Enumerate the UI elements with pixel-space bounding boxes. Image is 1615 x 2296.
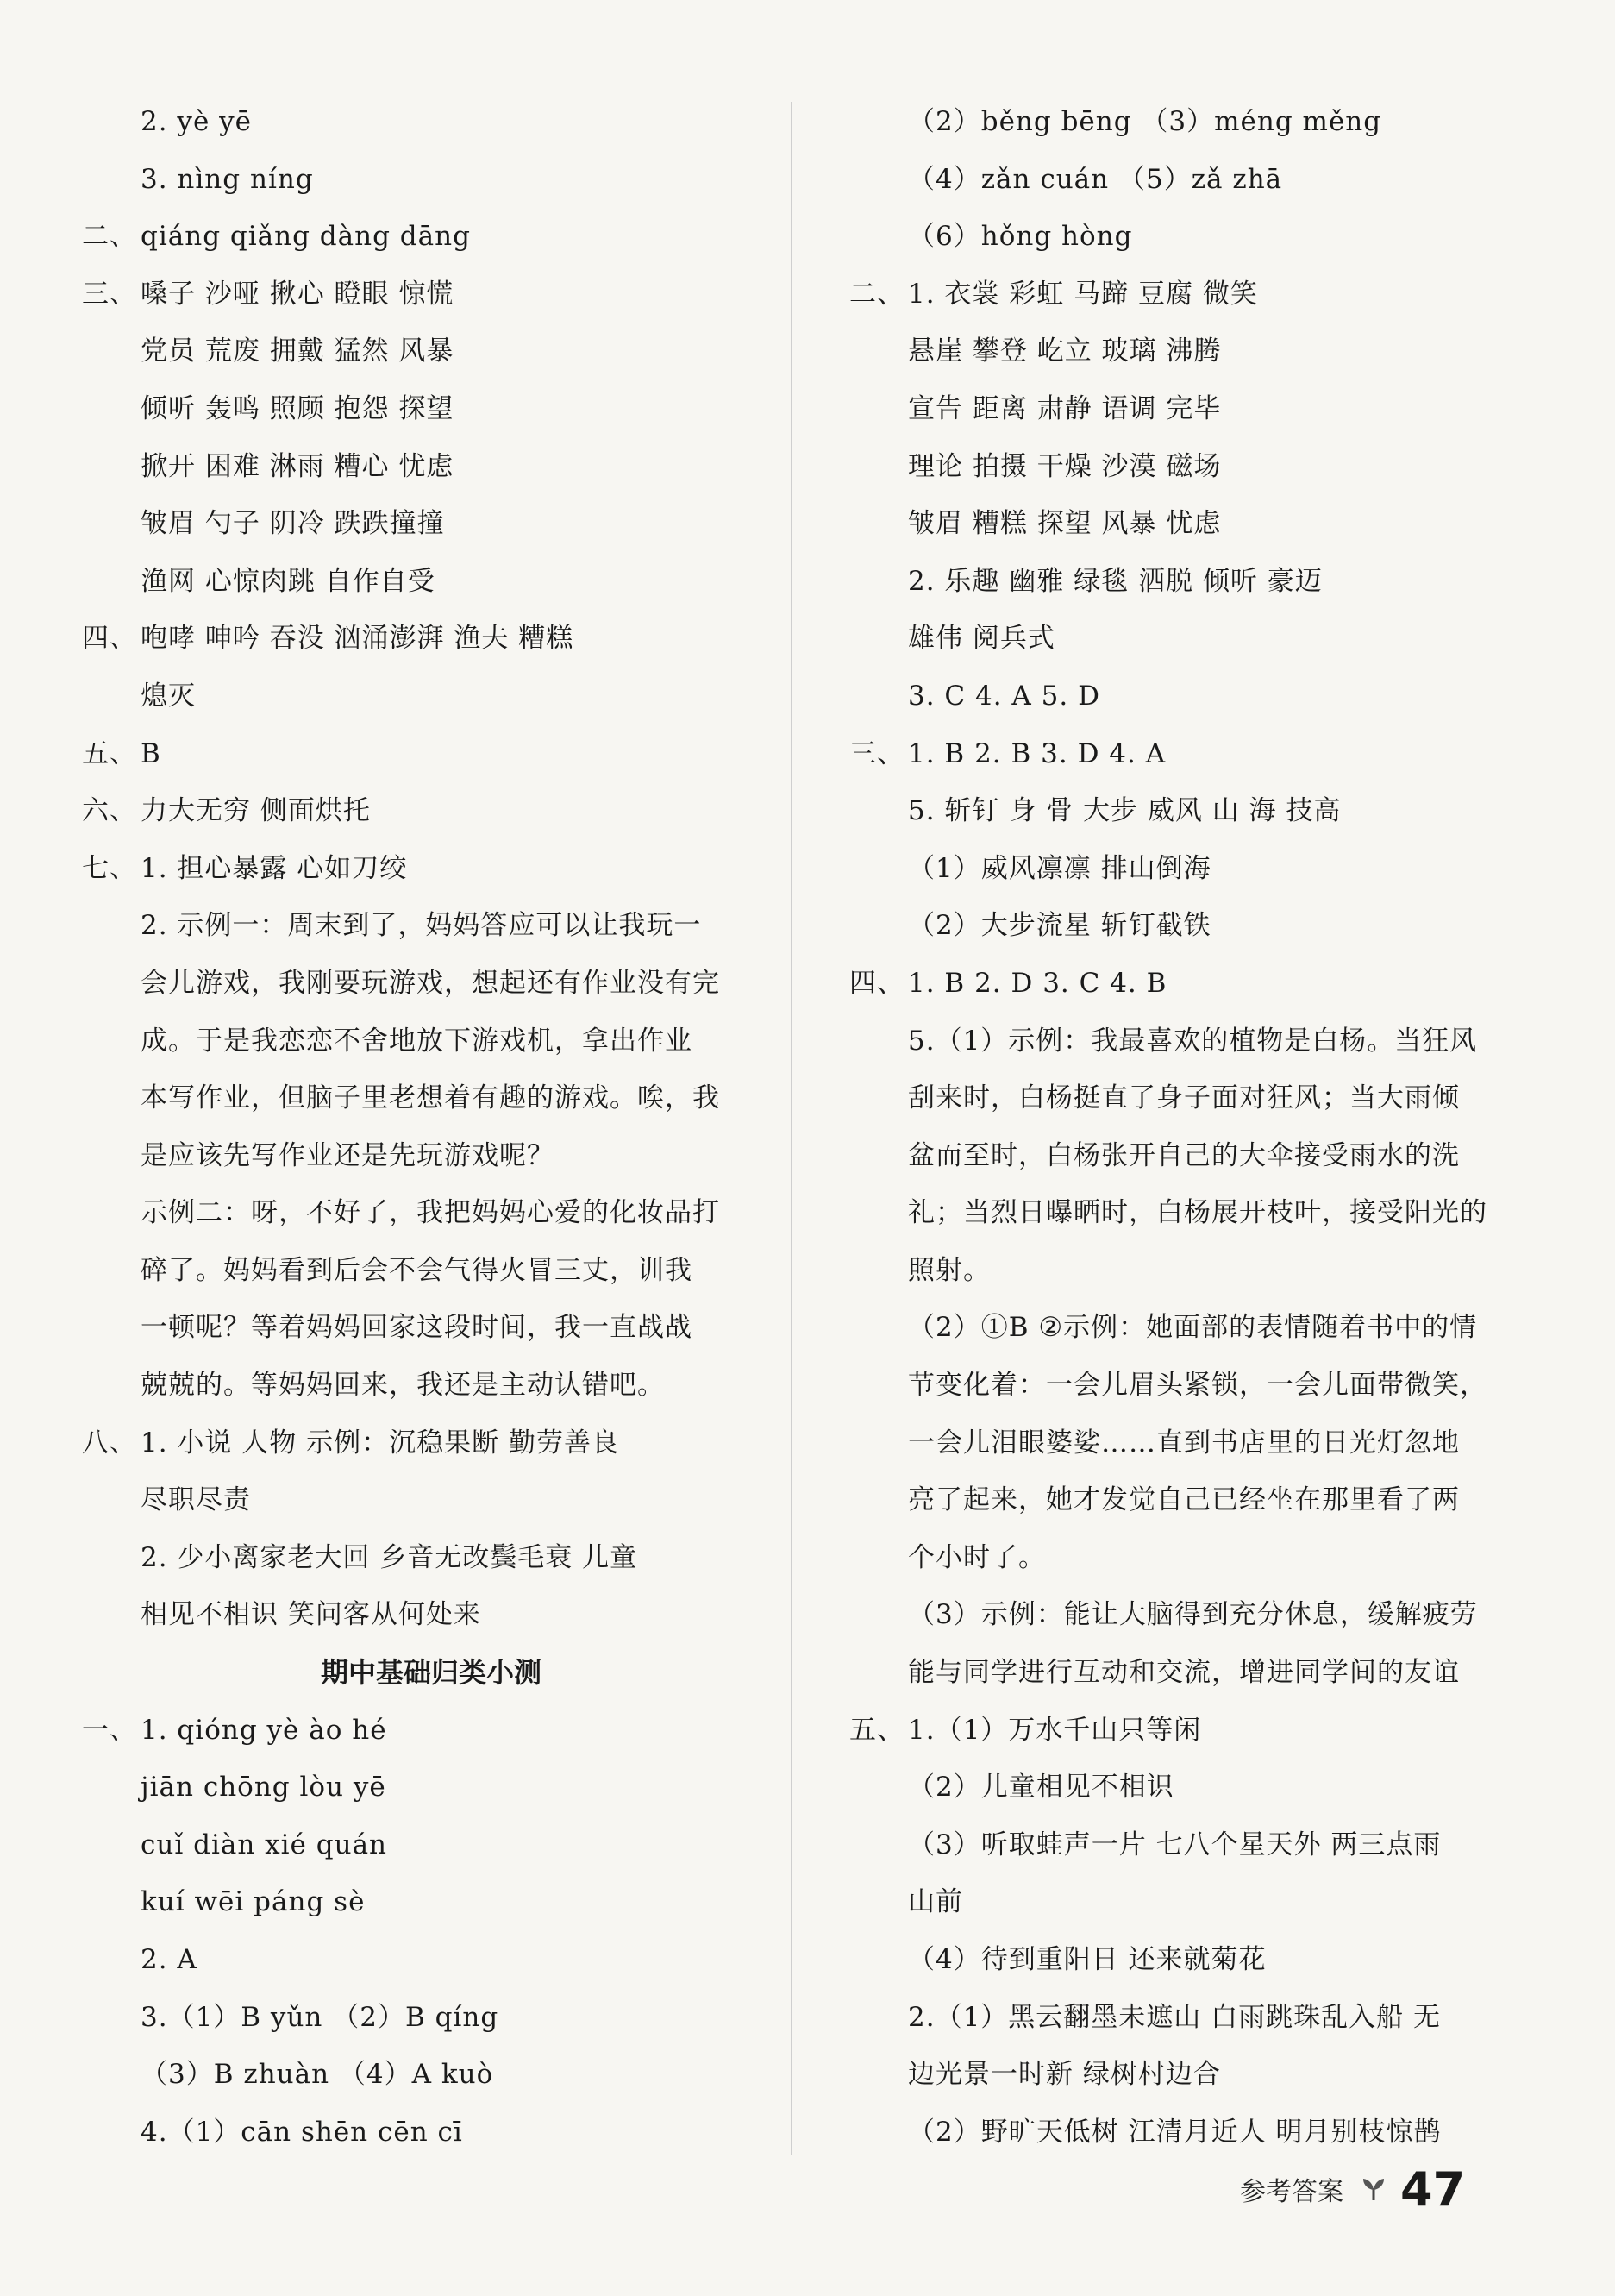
answer-text: 倾听 轰鸣 照顾 抱怨 探望 [141, 392, 454, 424]
page-number: 47 [1400, 2161, 1466, 2217]
answer-line [849, 1415, 1505, 1472]
answer-text: 1. qióng yè ào hé [141, 1714, 387, 1746]
answer-line [82, 1471, 780, 1529]
answer-line [82, 1184, 780, 1242]
answer-text: 能与同学进行互动和交流，增进同学间的友谊 [908, 1657, 1460, 1689]
answer-line [849, 1127, 1505, 1185]
answer-line [82, 1357, 780, 1415]
answer-text: 掀开 困难 淋雨 糟心 忧虑 [141, 450, 454, 482]
answer-line [849, 151, 1505, 209]
answer-text: 会儿游戏，我刚要玩游戏，想起还有作业没有完 [141, 967, 720, 999]
answer-text: 1. 衣裳 彩虹 马蹄 豆腐 微笑 [908, 278, 1258, 310]
page-footer [1240, 2155, 1465, 2224]
answer-text: （4）待到重阳日 还来就菊花 [908, 1944, 1267, 1975]
answer-line [849, 1184, 1505, 1242]
answer-text: （2）大步流星 斩钉截铁 [908, 910, 1211, 942]
answer-line [849, 1357, 1505, 1415]
answer-text: （3）B zhuàn （4）A kuò [141, 2059, 494, 2091]
footer-label: 参考答案 [1240, 2177, 1343, 2207]
answer-text: （3）听取蛙声一片 七八个星天外 两三点雨 [908, 1829, 1442, 1860]
answer-line [82, 782, 780, 840]
question-number: 五、 [849, 1714, 905, 1746]
answer-text: 一顿呢？等着妈妈回家这段时间，我一直战战 [141, 1312, 692, 1344]
answer-line [82, 266, 780, 323]
answer-text: 示例二：呀，不好了，我把妈妈心爱的化妆品打 [141, 1197, 720, 1229]
answer-line [82, 1529, 780, 1587]
answer-line [82, 208, 780, 266]
answer-line [82, 1415, 780, 1472]
answer-text: 边光景一时新 绿树村边合 [908, 2059, 1221, 2091]
answer-line [849, 1989, 1505, 2047]
answer-line [82, 1816, 780, 1874]
answer-text: （2）①B ②示例：她面部的表情随着书中的情 [908, 1312, 1478, 1344]
answer-text: （2）běng bēng （3）méng měng [908, 106, 1382, 137]
answer-line [849, 668, 1505, 725]
answer-text: 2. 示例一：周末到了，妈妈答应可以让我玩一 [141, 910, 702, 942]
answer-text: （3）示例：能让大脑得到充分休息，缓解疲劳 [908, 1599, 1478, 1631]
answer-line [82, 725, 780, 783]
answer-text: 2. 乐趣 幽雅 绿毯 洒脱 倾听 豪迈 [908, 565, 1323, 597]
question-number: 三、 [849, 737, 905, 769]
answer-line [82, 897, 780, 955]
answer-text: cuǐ diàn xié quán [141, 1829, 388, 1860]
answer-line [82, 553, 780, 611]
question-number: 五、 [82, 737, 137, 769]
answer-text: 宣告 距离 肃静 语调 完毕 [908, 392, 1222, 424]
answer-line [82, 1702, 780, 1760]
answer-text: 亮了起来，她才发觉自己已经坐在那里看了两 [908, 1484, 1460, 1516]
question-number: 七、 [82, 852, 137, 884]
answer-line [82, 1759, 780, 1816]
answer-text: 2. 少小离家老大回 乡音无改鬓毛衰 儿童 [141, 1541, 638, 1573]
answer-line [849, 840, 1505, 898]
answer-text: 渔网 心惊肉跳 自作自受 [141, 565, 435, 597]
answer-text: qiáng qiǎng dàng dāng [141, 221, 471, 253]
answer-text: 4.（1）cān shēn cēn cī [141, 2116, 463, 2148]
answer-line [849, 1931, 1505, 1989]
answer-text: 个小时了。 [908, 1541, 1046, 1573]
answer-text: 5.（1）示例：我最喜欢的植物是白杨。当狂风 [908, 1025, 1478, 1057]
answer-text: 3. nìng níng [141, 163, 314, 195]
answer-line [849, 438, 1505, 496]
answer-line [849, 1013, 1505, 1070]
answer-line [82, 1013, 780, 1070]
answer-line [849, 955, 1505, 1013]
answer-line [849, 2046, 1505, 2104]
answer-text: 山前 [908, 1886, 963, 1918]
column-divider [791, 102, 792, 2155]
answer-text: 皱眉 糟糕 探望 风暴 忧虑 [908, 508, 1222, 540]
answer-text: 照射。 [908, 1254, 991, 1286]
answer-line [849, 553, 1505, 611]
answer-line [849, 1644, 1505, 1702]
answer-text: 1.（1）万水千山只等闲 [908, 1714, 1202, 1746]
answer-text: 兢兢的。等妈妈回来，我还是主动认错吧。 [141, 1370, 665, 1402]
answer-line [849, 1529, 1505, 1587]
answer-text: 礼；当烈日曝晒时，白杨展开枝叶，接受阳光的 [908, 1197, 1487, 1229]
answer-text: 熄灭 [141, 680, 196, 712]
answer-text: 节变化着：一会儿眉头紧锁，一会儿面带微笑， [908, 1370, 1487, 1402]
answer-text: 尽职尽责 [141, 1484, 251, 1516]
leaf-icon [1361, 2176, 1387, 2202]
question-number: 八、 [82, 1427, 137, 1459]
answer-text: B [141, 737, 161, 769]
answer-line [849, 2104, 1505, 2161]
answer-text: 是应该先写作业还是先玩游戏呢？ [141, 1139, 554, 1171]
answer-line [82, 93, 780, 151]
answer-line [82, 1242, 780, 1300]
answer-text: 5. 斩钉 身 骨 大步 威风 山 海 技高 [908, 795, 1342, 827]
answer-text: 党员 荒废 拥戴 猛然 风暴 [141, 336, 454, 367]
answer-line [849, 1242, 1505, 1300]
answer-line [849, 495, 1505, 553]
answer-text: 3.（1）B yǔn （2）B qíng [141, 2001, 499, 2033]
answer-line [82, 840, 780, 898]
question-number: 二、 [849, 278, 905, 310]
question-number: 六、 [82, 795, 137, 827]
left-column [82, 93, 780, 2161]
answer-text: kuí wēi páng sè [141, 1886, 366, 1918]
question-number: 一、 [82, 1714, 137, 1746]
answer-line [849, 1702, 1505, 1760]
answer-text: 成。于是我恋恋不舍地放下游戏机，拿出作业 [141, 1025, 692, 1057]
section-heading: 期中基础归类小测 [320, 1656, 541, 1690]
answer-line [849, 93, 1505, 151]
answer-text: 碎了。妈妈看到后会不会气得火冒三丈，训我 [141, 1254, 692, 1286]
answer-line [82, 1586, 780, 1644]
answer-text: jiān chōng lòu yē [141, 1772, 386, 1804]
answer-text: （4）zǎn cuán （5）zǎ zhā [908, 163, 1283, 195]
answer-text: 相见不相识 笑问客从何处来 [141, 1599, 481, 1631]
answer-line [849, 323, 1505, 380]
answer-text: 1. 小说 人物 示例：沉稳果断 勤劳善良 [141, 1427, 619, 1459]
answer-line [849, 380, 1505, 438]
answer-line [82, 1127, 780, 1185]
answer-text: 2. yè yē [141, 106, 253, 137]
answer-line [849, 1471, 1505, 1529]
question-number: 二、 [82, 221, 137, 253]
answer-text: 嗓子 沙哑 揪心 瞪眼 惊慌 [141, 278, 454, 310]
answer-line [82, 151, 780, 209]
answer-line [82, 380, 780, 438]
answer-text: 理论 拍摄 干燥 沙漠 磁场 [908, 450, 1222, 482]
answer-text: 一会儿泪眼婆娑……直到书店里的日光灯忽地 [908, 1427, 1460, 1459]
answer-text: （1）威风凛凛 排山倒海 [908, 852, 1211, 884]
answer-line [82, 2046, 780, 2104]
answer-line [82, 2104, 780, 2161]
answer-line [82, 610, 780, 668]
answer-line [82, 438, 780, 496]
answer-text: 3. C 4. A 5. D [908, 680, 1100, 712]
question-number: 四、 [82, 623, 137, 655]
answer-line [82, 1070, 780, 1127]
answer-line [849, 782, 1505, 840]
answer-text: 皱眉 勺子 阴冷 跌跌撞撞 [141, 508, 445, 540]
answer-line [82, 668, 780, 725]
answer-text: 本写作业，但脑子里老想着有趣的游戏。唉，我 [141, 1082, 720, 1114]
answer-line [82, 323, 780, 380]
answer-line [82, 1873, 780, 1931]
answer-text: （2）野旷天低树 江清月近人 明月别枝惊鹊 [908, 2116, 1442, 2148]
answer-line [82, 1299, 780, 1357]
answer-line [82, 1989, 780, 2047]
answer-line [849, 1586, 1505, 1644]
answer-line [849, 1070, 1505, 1127]
answer-line [849, 725, 1505, 783]
answer-text: 2.（1）黑云翻墨未遮山 白雨跳珠乱入船 无 [908, 2001, 1442, 2033]
question-number: 四、 [849, 967, 905, 999]
answer-text: 2. A [141, 1944, 197, 1975]
answer-text: 雄伟 阅兵式 [908, 623, 1055, 655]
answer-text: 力大无穷 侧面烘托 [141, 795, 371, 827]
answer-line [82, 1931, 780, 1989]
answer-line [82, 495, 780, 553]
answer-text: 悬崖 攀登 屹立 玻璃 沸腾 [908, 336, 1222, 367]
answer-line [849, 1873, 1505, 1931]
answer-text: 盆而至时，白杨张开自己的大伞接受雨水的洗 [908, 1139, 1460, 1171]
answer-line [849, 1759, 1505, 1816]
answer-text: （2）儿童相见不相识 [908, 1772, 1174, 1804]
answer-line [849, 897, 1505, 955]
answer-line [849, 1299, 1505, 1357]
answer-text: 刮来时，白杨挺直了身子面对狂风；当大雨倾 [908, 1082, 1460, 1114]
right-column [849, 93, 1505, 2161]
answer-text: 1. 担心暴露 心如刀绞 [141, 852, 408, 884]
answer-text: 咆哮 呻吟 吞没 汹涌澎湃 渔夫 糟糕 [141, 623, 574, 655]
answer-line [849, 610, 1505, 668]
answer-text: （6）hǒng hòng [908, 221, 1133, 253]
answer-line [849, 266, 1505, 323]
answer-line [849, 1816, 1505, 1874]
answer-line [82, 955, 780, 1013]
answer-text: 1. B 2. B 3. D 4. A [908, 737, 1167, 769]
question-number: 三、 [82, 278, 137, 310]
answer-line [849, 208, 1505, 266]
answer-text: 1. B 2. D 3. C 4. B [908, 967, 1167, 999]
